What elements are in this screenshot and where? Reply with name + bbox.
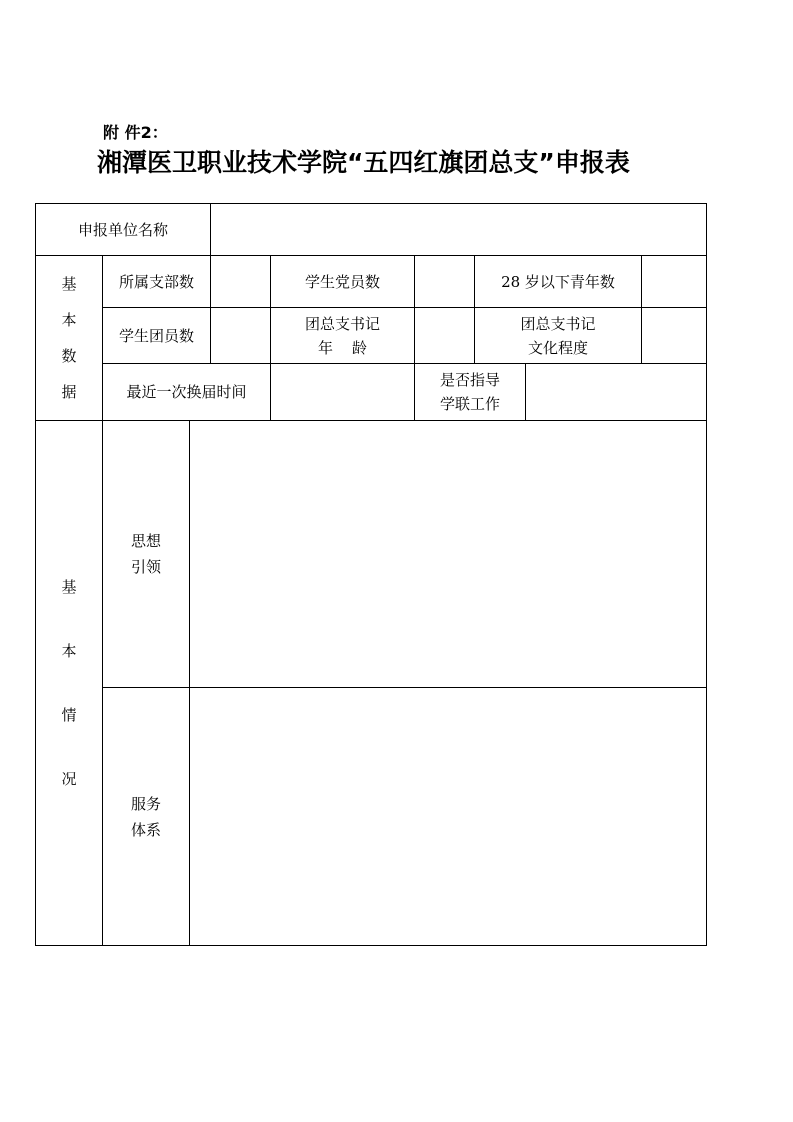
basic-data-label	[36, 256, 102, 420]
service-field[interactable]	[190, 688, 706, 945]
basic-situation-char: 本	[61, 642, 77, 660]
secretary-edu-field[interactable]	[642, 308, 706, 363]
youth-under28-field[interactable]	[642, 256, 706, 307]
party-students-label: 学生党员数	[304, 272, 380, 291]
guides-union-label-line2: 学联工作	[439, 395, 500, 413]
ideology-label-line2: 引领	[130, 558, 161, 576]
secretary-age-label	[271, 308, 414, 363]
basic-situation-char: 情	[61, 706, 77, 724]
page-title: 湘潭医卫职业技术学院“五四红旗团总支”申报表	[97, 148, 630, 177]
secretary-edu-label	[475, 308, 641, 363]
secretary-edu-label-line2: 文化程度	[527, 338, 588, 357]
league-students-label: 学生团员数	[118, 326, 194, 345]
ideology-field[interactable]	[190, 421, 706, 687]
service-label-line1: 服务	[130, 794, 161, 813]
basic-situation-label	[36, 421, 102, 945]
ideology-label-line1: 思想	[130, 532, 161, 550]
basic-data-char: 数	[61, 347, 77, 365]
secretary-age-field[interactable]	[415, 308, 474, 363]
service-label	[103, 688, 189, 945]
guides-union-field[interactable]	[526, 364, 706, 420]
youth-under28-label: 28 岁以下青年数	[501, 272, 615, 291]
party-students-field[interactable]	[415, 256, 474, 307]
ideology-label	[103, 421, 189, 687]
basic-data-char: 据	[61, 383, 77, 401]
basic-situation-char: 况	[61, 770, 77, 788]
league-students-field[interactable]	[211, 308, 270, 363]
attachment-label: 附 件2：	[103, 123, 168, 142]
guides-union-label	[415, 364, 525, 420]
guides-union-label-line1: 是否指导	[439, 371, 500, 389]
applicant-unit-label: 申报单位名称	[77, 220, 168, 239]
basic-situation-char: 基	[61, 578, 77, 596]
last-election-label: 最近一次换届时间	[126, 383, 247, 401]
basic-data-char: 基	[61, 275, 77, 293]
secretary-age-label-line1: 团总支书记	[304, 314, 380, 333]
secretary-edu-label-line1: 团总支书记	[520, 314, 596, 333]
basic-data-char: 本	[61, 311, 77, 329]
secretary-age-label-line2: 年 龄	[317, 338, 368, 357]
branch-count-label: 所属支部数	[118, 272, 194, 291]
branch-count-field[interactable]	[211, 256, 270, 307]
service-label-line2: 体系	[130, 820, 161, 839]
last-election-field[interactable]	[271, 364, 414, 420]
applicant-unit-field[interactable]	[211, 204, 706, 255]
